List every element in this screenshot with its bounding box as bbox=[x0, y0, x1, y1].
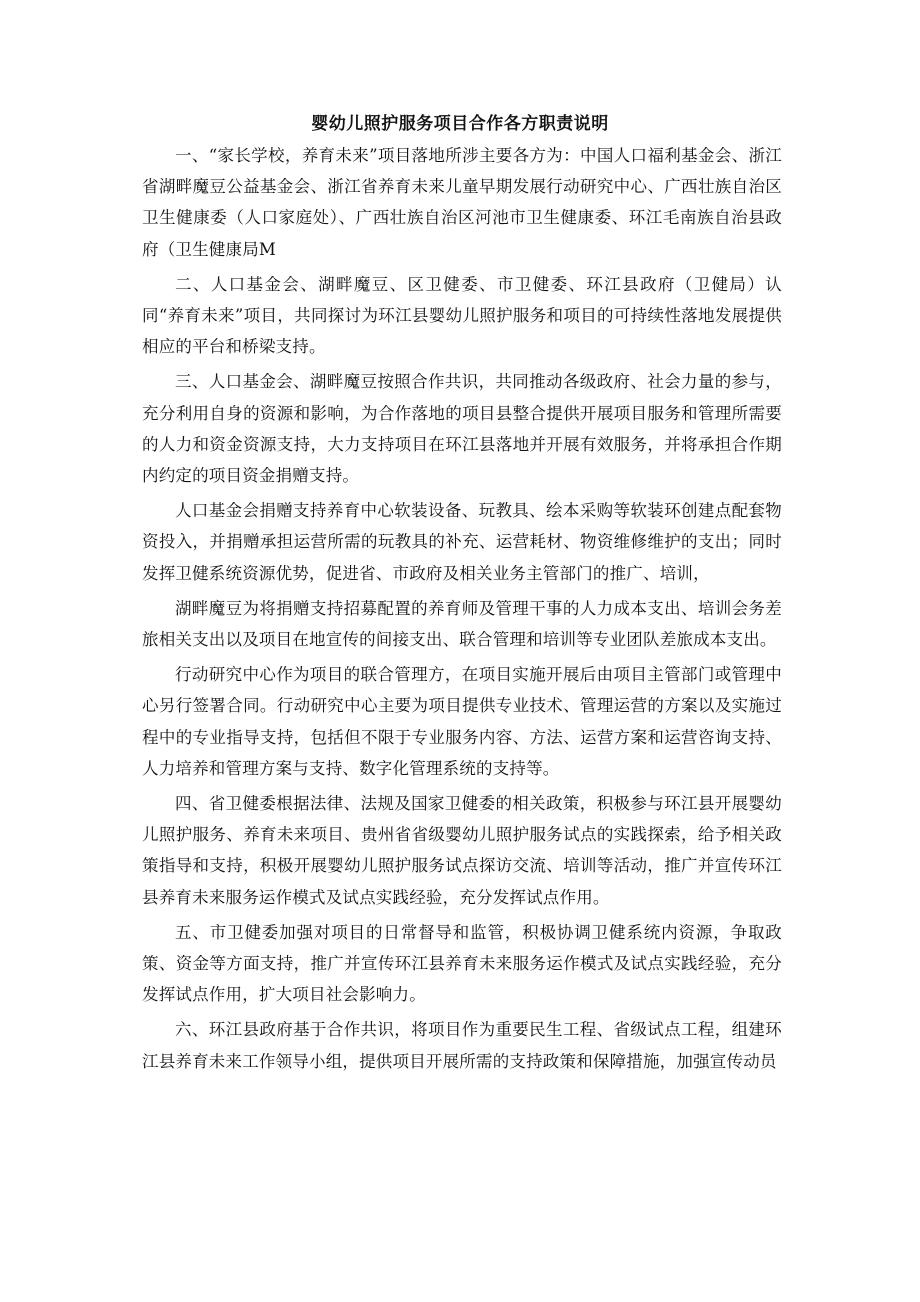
paragraph-8: 五、市卫健委加强对项目的日常督导和监管，积极协调卫健系统内资源，争取政策、资金等方面支持，推广并宣传环江县养育未来服务运作模式及试点实践经验，充分发挥试点作用，扩大项目社会影响力。 bbox=[142, 922, 782, 1005]
paragraph-1: 一、“家长学校，养育未来”项目落地所涉主要各方为：中国人口福利基金会、浙江省湖畔魔豆公益基金会、浙江省养育未来儿童早期发展行动研究中心、广西壮族自治区卫生健康委（人口家庭处）、广西壮族自治区河池市卫生健康委、环江毛南族自治县政府（卫生健康局M bbox=[142, 146, 782, 259]
paragraph-4: 人口基金会捐赠支持养育中心软装设备、玩教具、绘本采购等软装环创建点配套物资投入，并捐赠承担运营所需的玩教具的补充、运营耗材、物资维修维护的支出；同时发挥卫健系统资源优势，促进省、市政府及相关业务主管部门的推广、培训， bbox=[142, 501, 782, 583]
paragraph-2: 二、人口基金会、湖畔魔豆、区卫健委、市卫健委、环江县政府（卫健局）认同“养育未来”项目，共同探讨为环江县婴幼儿照护服务和项目的可持续性落地发展提供相应的平台和桥梁支持。 bbox=[142, 274, 782, 357]
paragraph-5: 湖畔魔豆为将捐赠支持招募配置的养育师及管理干事的人力成本支出、培训会务差旅相关支出以及项目在地宣传的间接支出、联合管理和培训等专业团队差旅成本支出。 bbox=[142, 598, 782, 650]
paragraph-9: 六、环江县政府基于合作共识，将项目作为重要民生工程、省级试点工程，组建环江县养育未来工作领导小组，提供项目开展所需的支持政策和保障措施，加强宣传动员 bbox=[142, 1020, 782, 1071]
document-body bbox=[142, 140, 782, 1081]
paragraph-3: 三、人口基金会、湖畔魔豆按照合作共识，共同推动各级政府、社会力量的参与，充分利用自身的资源和影响，为合作落地的项目县整合提供开展项目服务和管理所需要的人力和资金资源支持，大力支持项目在环江县落地并开展有效服务，并将承担合作期内约定的项目资金捐赠支持。 bbox=[142, 372, 782, 486]
paragraph-7: 四、省卫健委根据法律、法规及国家卫健委的相关政策，积极参与环江县开展婴幼儿照护服务、养育未来项目、贵州省省级婴幼儿照护服务试点的实践探索，给予相关政策指导和支持，积极开展婴幼儿照护服务试点探访交流、培训等活动，推广并宣传环江县养育未来服务运作模式及试点实践经验，充分发挥试点作用。 bbox=[142, 794, 782, 907]
paragraph-6: 行动研究中心作为项目的联合管理方，在项目实施开展后由项目主管部门或管理中心另行签署合同。行动研究中心主要为项目提供专业技术、管理运营的方案以及实施过程中的专业指导支持，包括但不限于专业服务内容、方法、运营方案和运营咨询支持、人力培养和管理方案与支持、数字化管理系统的支持等。 bbox=[142, 665, 782, 778]
page-title: 婴幼儿照护服务项目合作各方职责说明 bbox=[311, 114, 609, 134]
